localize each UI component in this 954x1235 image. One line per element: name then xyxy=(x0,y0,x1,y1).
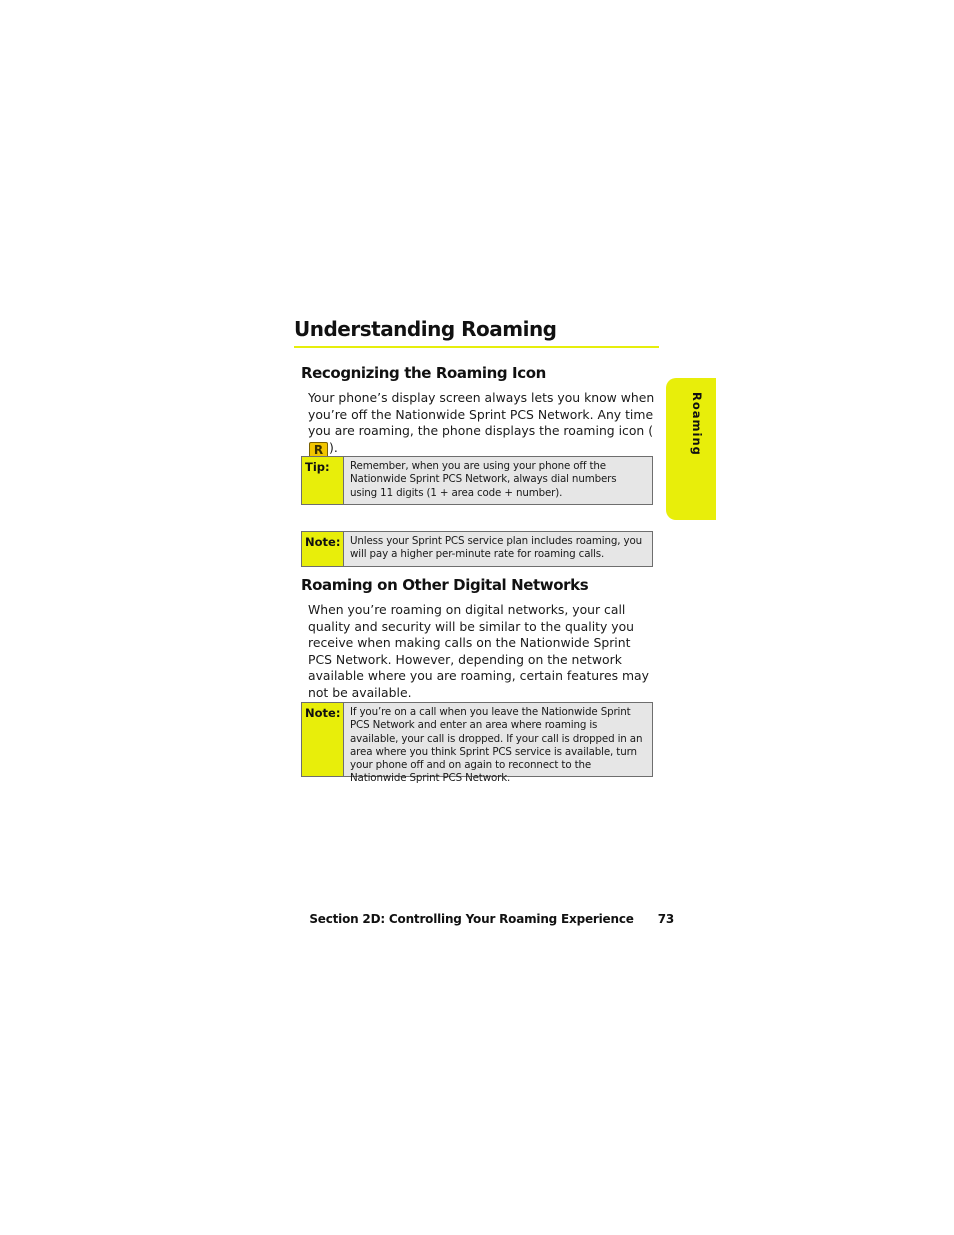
note-label: Note: xyxy=(302,532,344,566)
section-body-other-networks: When you’re roaming on digital networks, your call quality and security will be similar to the quality you receive when making calls on the Nationwide Sprint PCS Network. However, depending on the network available where you are roaming, certain features may not be available. xyxy=(308,602,649,700)
tip-text: Remember, when you are using your phone off the Nationwide Sprint PCS Network, always dial numbers using 11 digits (1 + area code + number). xyxy=(344,457,652,504)
footer-section-title: Section 2D: Controlling Your Roaming Experience xyxy=(309,912,634,926)
side-tab-label: Roaming xyxy=(690,392,704,456)
note-text: Unless your Sprint PCS service plan includes roaming, you will pay a higher per-minute rate for roaming calls. xyxy=(344,532,652,566)
note-callout xyxy=(301,702,653,785)
note-label: Note: xyxy=(302,703,344,776)
page-footer xyxy=(300,912,674,926)
side-tab xyxy=(666,378,716,520)
roaming-icon: R xyxy=(309,442,328,458)
title-rule xyxy=(294,346,659,348)
tip-callout xyxy=(301,456,653,505)
body-text-part: ). xyxy=(329,439,338,455)
section-heading-other-networks: Roaming on Other Digital Networks xyxy=(301,576,589,594)
body-text-part: Your phone’s display screen always lets you know when you’re off the Nationwide Sprint PCS Network. Any time you are roaming, the phone displays the roaming icon ( xyxy=(308,390,655,438)
section-heading-roaming-icon: Recognizing the Roaming Icon xyxy=(301,364,546,382)
page-title: Understanding Roaming xyxy=(294,317,557,341)
tip-label: Tip: xyxy=(302,457,344,504)
page-number: 73 xyxy=(657,912,674,926)
note-text: If you’re on a call when you leave the Nationwide Sprint PCS Network and enter an area where roaming is available, your call is dropped. If your call is dropped in an area where you think Sprint PCS service is available, turn your phone off and on again to reconnect to the Nationwide Sprint PCS Network. xyxy=(344,703,652,776)
note-callout xyxy=(301,531,653,567)
section-body-roaming-icon xyxy=(308,390,658,458)
